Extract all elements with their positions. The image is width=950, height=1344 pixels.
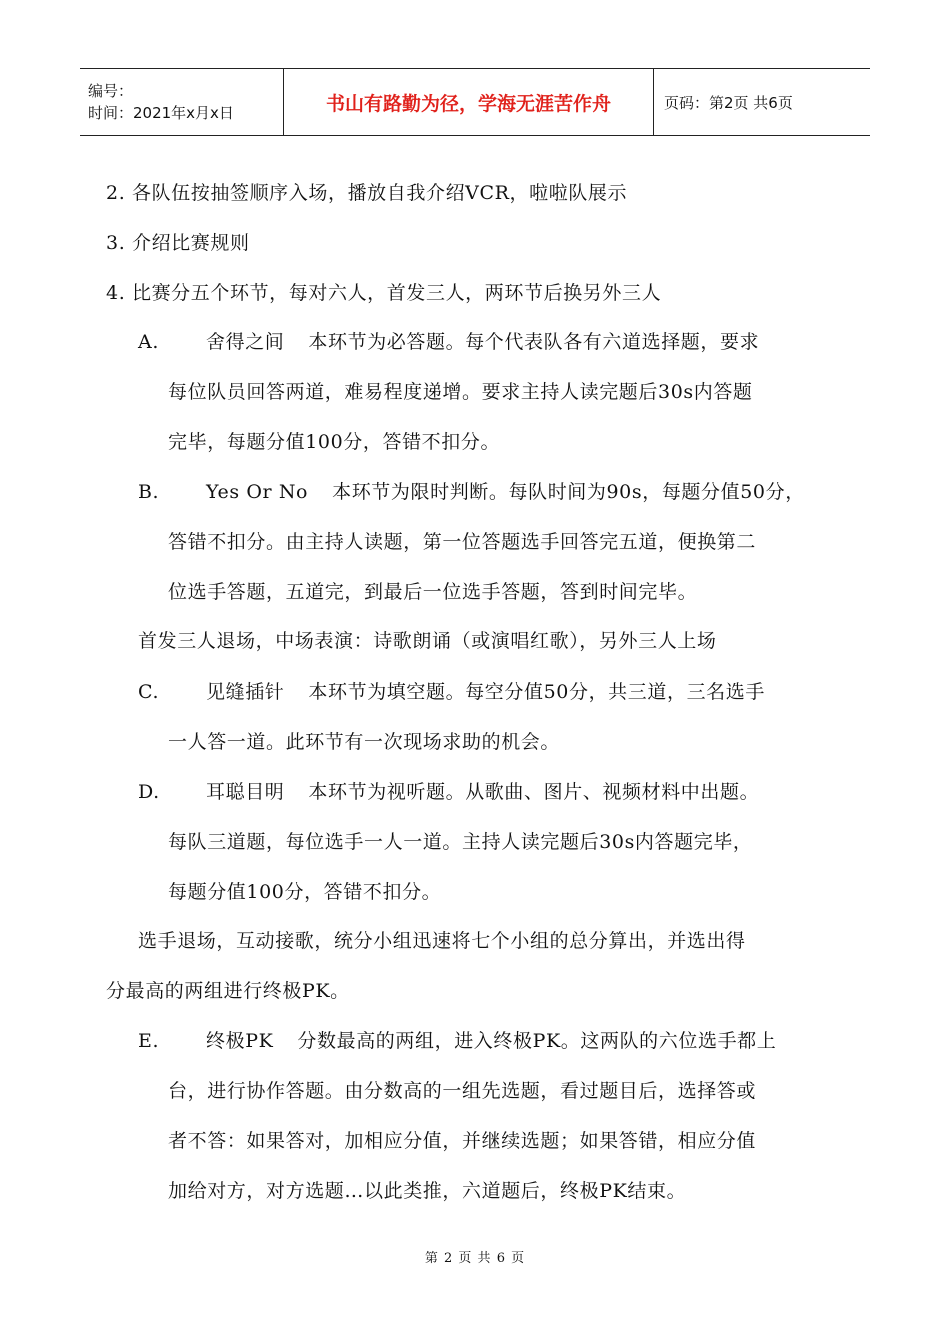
page-header <box>80 68 870 136</box>
item-c-label: C. <box>138 681 160 703</box>
item-a-title: 舍得之间 <box>206 331 285 353</box>
item-b-first-line <box>138 477 805 504</box>
item-b-line-3: 位选手答题，五道完，到最后一位选手答题，答到时间完毕。 <box>168 581 698 603</box>
header-meta <box>80 69 284 135</box>
item-b-title: Yes Or No <box>206 481 309 503</box>
item-e-line-1: 分数最高的两组，进入终极PK。这两队的六位选手都上 <box>297 1030 777 1052</box>
item-b-line-2: 答错不扣分。由主持人读题，第一位答题选手回答完五道，便换第二 <box>168 531 757 553</box>
number-label: 编号： <box>88 82 134 100</box>
item-e-first-line <box>138 1026 776 1053</box>
item-d-line-1: 本环节为视听题。从歌曲、图片、视频材料中出题。 <box>308 781 760 803</box>
item-e-line-2: 台，进行协作答题。由分数高的一组先选题，看过题目后，选择答或 <box>168 1080 757 1102</box>
page-code: 页码：第2页 共6页 <box>664 93 793 112</box>
item-d-line-2: 每队三道题，每位选手一人一道。主持人读完题后30s内答题完毕， <box>168 831 753 853</box>
item-e-title: 终极PK <box>206 1030 274 1052</box>
header-motto <box>284 69 654 135</box>
item-a-label: A. <box>138 331 159 353</box>
item-e-label: E. <box>138 1030 160 1052</box>
paragraph-3: 3. 介绍比赛规则 <box>106 232 250 254</box>
item-c-first-line <box>138 677 765 704</box>
item-e-line-3: 者不答：如果答对，加相应分值，并继续选题；如果答错，相应分值 <box>168 1130 757 1152</box>
item-c-line-2: 一人答一道。此环节有一次现场求助的机会。 <box>168 731 561 753</box>
paragraph-2: 2. 各队伍按抽签顺序入场，播放自我介绍VCR，啦啦队展示 <box>106 182 628 204</box>
time-label: 时间：2021年x月x日 <box>88 104 234 122</box>
item-d-label: D. <box>138 781 160 803</box>
paragraph-4: 4. 比赛分五个环节，每对六人，首发三人，两环节后换另外三人 <box>106 282 662 304</box>
motto-text: 书山有路勤为径，学海无涯苦作舟 <box>325 92 611 115</box>
item-b-label: B. <box>138 481 160 503</box>
item-a-line-3: 完毕，每题分值100分，答错不扣分。 <box>168 431 501 453</box>
item-e-line-4: 加给对方，对方选题…以此类推，六道题后，终极PK结束。 <box>168 1180 687 1202</box>
interlude-text: 首发三人退场，中场表演：诗歌朗诵（或演唱红歌），另外三人上场 <box>138 630 717 652</box>
item-b-line-1: 本环节为限时判断。每队时间为90s，每题分值50分， <box>332 481 805 503</box>
page-footer: 第 2 页 共 6 页 <box>424 1251 526 1266</box>
item-a-line-1: 本环节为必答题。每个代表队各有六道选择题，要求 <box>308 331 760 353</box>
item-d-line-3: 每题分值100分，答错不扣分。 <box>168 881 442 903</box>
exit-line-2: 分最高的两组进行终极PK。 <box>106 980 350 1002</box>
item-d-first-line <box>138 777 759 804</box>
item-a-first-line <box>138 327 759 354</box>
item-c-title: 见缝插针 <box>206 681 285 703</box>
item-c-line-1: 本环节为填空题。每空分值50分，共三道，三名选手 <box>308 681 765 703</box>
item-a-line-2: 每位队员回答两道，难易程度递增。要求主持人读完题后30s内答题 <box>168 381 753 403</box>
item-d-title: 耳聪目明 <box>206 781 285 803</box>
exit-line-1: 选手退场，互动接歌，统分小组迅速将七个小组的总分算出，并选出得 <box>138 930 746 952</box>
header-page-code <box>654 69 870 135</box>
